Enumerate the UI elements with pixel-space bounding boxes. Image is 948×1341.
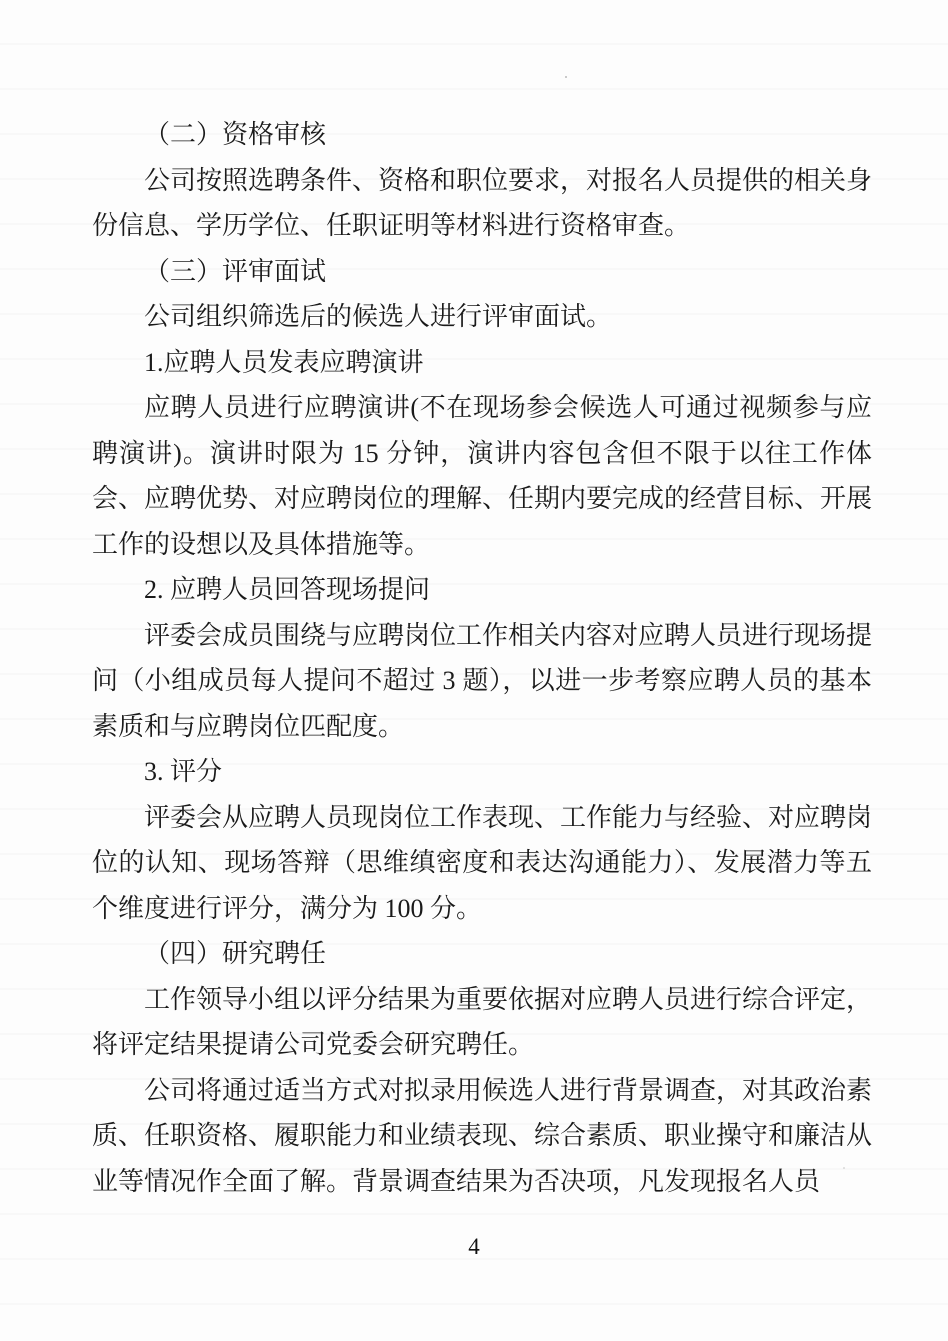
paragraph-appointment-decision: 工作领导小组以评分结果为重要依据对应聘人员进行综合评定，将评定结果提请公司党委会研究聘任。 — [92, 984, 873, 1059]
section-heading-review-interview: （三）评审面试 — [144, 256, 327, 286]
paragraph-speech-details: 应聘人员进行应聘演讲(不在现场参会候选人可通过视频参与应聘演讲)。演讲时限为 15 分钟，演讲内容包含但不限于以往工作体会、应聘优势、对应聘岗位的理解、任期内要完成的经营目标、开展工作的设想以及具体措施等。 — [92, 393, 873, 559]
paragraph-scoring-details: 评委会从应聘人员现岗位工作表现、工作能力与经验、对应聘岗位的认知、现场答辩（思维缜密度和表达沟通能力）、发展潜力等五个维度进行评分，满分为 100 分。 — [92, 802, 873, 923]
section-heading-qualification-review: （二）资格审核 — [144, 120, 327, 149]
subheading-1-speech: 1.应聘人员发表应聘演讲 — [144, 347, 424, 377]
paragraph-review-interview-intro: 公司组织筛选后的候选人进行评审面试。 — [144, 302, 613, 331]
page-number: 4 — [468, 1234, 480, 1259]
paragraph-qualification-review: 公司按照选聘条件、资格和职位要求，对报名人员提供的相关身份信息、学历学位、任职证明等材料进行资格审查。 — [92, 165, 873, 240]
subheading-3-scoring: 3. 评分 — [144, 757, 223, 786]
section-heading-appointment: （四）研究聘任 — [144, 939, 327, 968]
subheading-2-questions: 2. 应聘人员回答现场提问 — [144, 575, 431, 604]
scan-speck — [565, 76, 567, 78]
paragraph-background-check: 公司将通过适当方式对拟录用候选人进行背景调查，对其政治素质、任职资格、履职能力和业绩表现、综合素质、职业操守和廉洁从业等情况作全面了解。背景调查结果为否决项，凡发现报名人员 — [92, 1075, 873, 1196]
paragraph-questions-details: 评委会成员围绕与应聘岗位工作相关内容对应聘人员进行现场提问（小组成员每人提问不超过 3 题），以进一步考察应聘人员的基本素质和与应聘岗位匹配度。 — [92, 620, 873, 741]
document-text-block — [92, 112, 872, 1204]
